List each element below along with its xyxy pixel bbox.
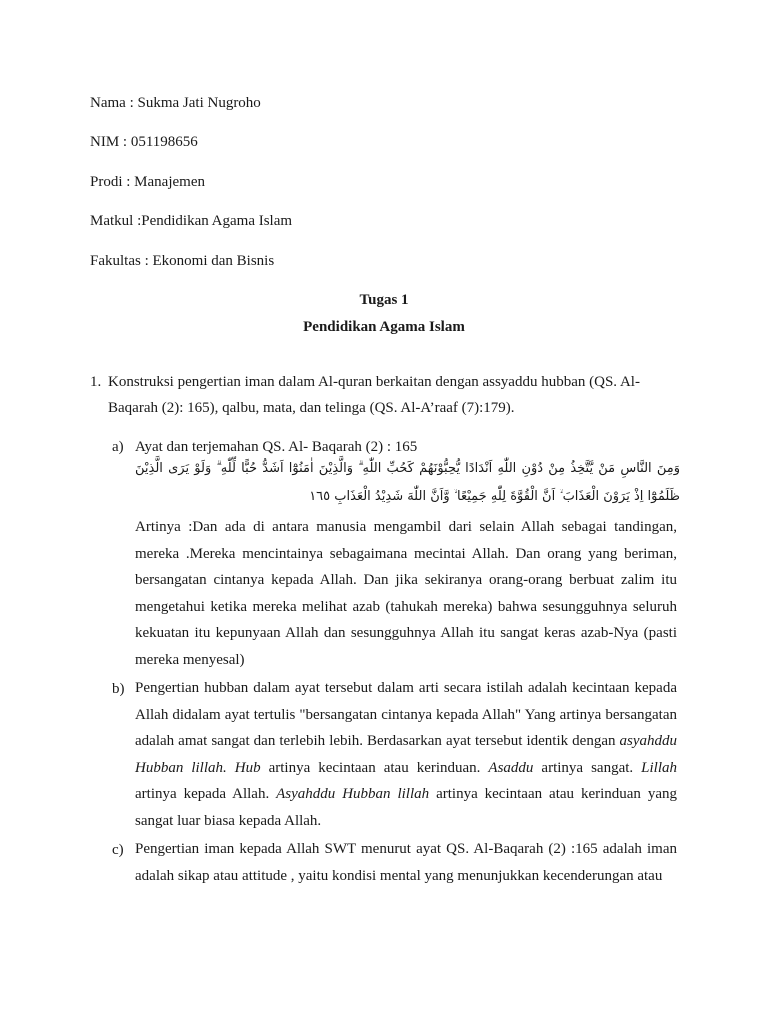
- document-title: Tugas 1: [359, 292, 409, 308]
- student-prodi: Prodi : Manajemen: [90, 174, 205, 190]
- item-b-label: b): [112, 681, 125, 697]
- verse-translation: Artinya :Dan ada di antara manusia mengambil dari selain Allah sebagai tandingan, mereka .Mereka mencintainya sebagaimana mecintai Allah. Dan orang yang beriman, bersangatan cintanya kepada Allah. Dan jika sekiranya orang-orang berbuat zalim itu mengetahui ketika mereka melihat azab (tahukah mereka) bahwa sesungguhnya seluruh kekuatan itu kepunyaan Allah dan sesungguhnya Allah itu sangat keras azab-Nya (pasti mereka menyesal): [135, 519, 677, 668]
- item-b-paragraph: Pengertian hubban dalam ayat tersebut dalam arti secara istilah adalah kecintaan kepada Allah didalam ayat tertulis "bersangatan cintanya kepada Allah" Yang artinya bersangatan adalah amat sangat dan terlebih lebih. Berdasarkan ayat tersebut identik dengan asyahddu Hubban lillah. Hub artinya kecintaan atau kerinduan. Asaddu artinya sangat. Lillah artinya kepada Allah. Asyahddu Hubban lillah artinya kecintaan atau kerinduan yang sangat luar biasa kepada Allah.: [135, 680, 677, 829]
- item-a-label: a): [112, 439, 124, 455]
- item-c-label: c): [112, 842, 124, 858]
- question-text: Konstruksi pengertian iman dalam Al-quran berkaitan dengan assyaddu hubban (QS. Al-Baqarah (2): 165), qalbu, mata, dan telinga (QS. Al-A’raaf (7):179).: [108, 374, 640, 416]
- document-subtitle: Pendidikan Agama Islam: [303, 319, 465, 335]
- course-name: Matkul :Pendidikan Agama Islam: [90, 213, 293, 229]
- arabic-verse: وَمِنَ النَّاسِ مَنْ يَّتَّخِذُ مِنْ دُوْنِ اللّٰهِ اَنْدَادًا يُّحِبُّوْنَهُمْ كَحُبِّ اللّٰهِ ۗ وَالَّذِيْنَ اٰمَنُوْٓا اَشَدُّ حُبًّا لِّلّٰهِ ۗ وَلَوْ يَرَى الَّذِيْنَ ظَلَمُوْٓا اِذْ يَرَوْنَ الْعَذَابَ ۙ اَنَّ الْقُوَّةَ لِلّٰهِ جَمِيْعًا ۙ وَّاَنَّ اللّٰهَ شَدِيْدُ الْعَذَابِ ١٦٥: [135, 461, 680, 504]
- question-number: 1.: [90, 374, 102, 390]
- item-a-heading: Ayat dan terjemahan QS. Al- Baqarah (2) : 165: [135, 439, 418, 455]
- item-c-paragraph: Pengertian iman kepada Allah SWT menurut ayat QS. Al-Baqarah (2) :165 adalah iman adalah sikap atau attitude , yaitu kondisi mental yang menunjukkan kecenderungan atau: [135, 841, 677, 884]
- student-name: Nama : Sukma Jati Nugroho: [90, 95, 261, 111]
- student-nim: NIM : 051198656: [90, 134, 198, 150]
- faculty-name: Fakultas : Ekonomi dan Bisnis: [90, 253, 275, 269]
